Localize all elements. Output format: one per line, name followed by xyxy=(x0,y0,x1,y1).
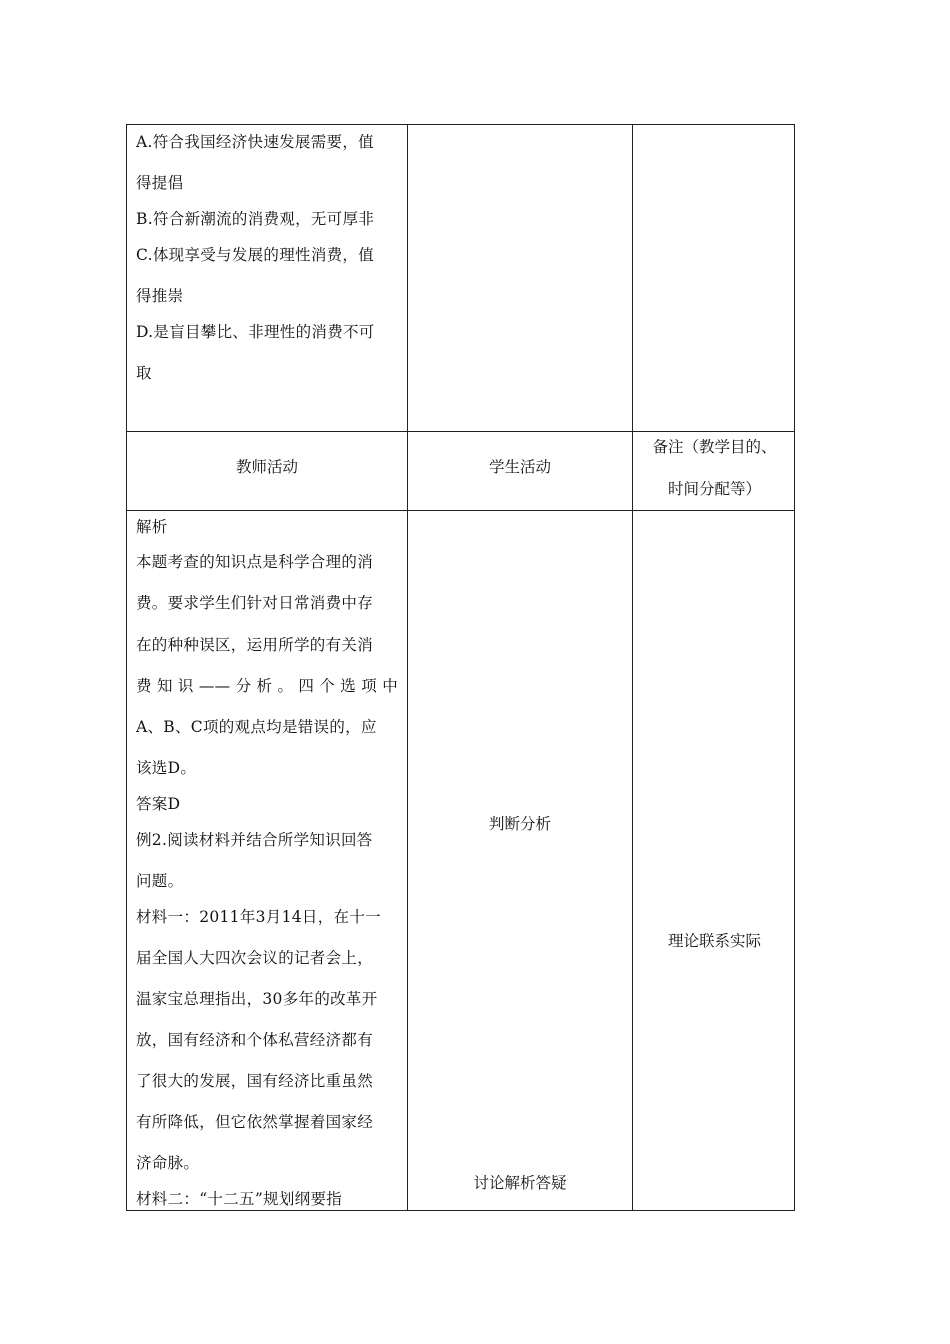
teacher-line: A、B、C项的观点均是错误的，应 xyxy=(136,718,377,736)
option-line: B.符合新潮流的消费观，无可厚非 xyxy=(136,210,375,228)
teacher-line: 了很大的发展，国有经济比重虽然 xyxy=(136,1072,374,1090)
student-activity-discuss: 讨论解析答疑 xyxy=(473,1174,567,1192)
teacher-line: 有所降低，但它依然掌握着国家经 xyxy=(136,1113,374,1131)
option-line: A.符合我国经济快速发展需要，值 xyxy=(136,133,374,151)
teacher-line: 费知识——分析。四个选项中 xyxy=(136,677,398,695)
option-line: 得推崇 xyxy=(136,287,184,305)
teacher-line: 放，国有经济和个体私营经济都有 xyxy=(136,1031,374,1049)
option-line: 得提倡 xyxy=(136,174,184,192)
option-line: D.是盲目攀比、非理性的消费不可 xyxy=(136,323,375,341)
column-divider-1 xyxy=(407,125,408,1210)
option-line: 取 xyxy=(136,364,152,382)
header-notes-line1: 备注（教学目的、 xyxy=(652,438,777,456)
row-divider-1 xyxy=(127,431,794,432)
teacher-line: 济命脉。 xyxy=(136,1154,200,1172)
teacher-line: 在的种种误区，运用所学的有关消 xyxy=(136,636,374,654)
teacher-line: 答案D xyxy=(136,795,181,813)
column-divider-2 xyxy=(632,125,633,1210)
teacher-line: 材料二：“十二五”规划纲要指 xyxy=(136,1190,343,1208)
teacher-line: 该选D。 xyxy=(136,759,197,777)
student-activity-judge: 判断分析 xyxy=(488,815,551,833)
teacher-line: 例2.阅读材料并结合所学知识回答 xyxy=(136,831,373,849)
header-notes-line2: 时间分配等） xyxy=(667,480,761,498)
row-divider-2 xyxy=(127,510,794,511)
teacher-line: 费。要求学生们针对日常消费中存 xyxy=(136,594,374,612)
option-line: C.体现享受与发展的理性消费，值 xyxy=(136,246,375,264)
notes-theory-practice: 理论联系实际 xyxy=(667,932,761,950)
teacher-line: 问题。 xyxy=(136,872,184,890)
teacher-line: 材料一：2011年3月14日，在十一 xyxy=(136,908,381,926)
header-teacher-activity: 教师活动 xyxy=(235,458,298,476)
teacher-line: 解析 xyxy=(136,518,168,536)
header-student-activity: 学生活动 xyxy=(488,458,551,476)
teacher-line: 本题考查的知识点是科学合理的消 xyxy=(136,553,374,571)
teacher-line: 温家宝总理指出，30多年的改革开 xyxy=(136,990,378,1008)
teacher-line: 届全国人大四次会议的记者会上， xyxy=(136,949,374,967)
lesson-plan-table xyxy=(126,124,795,1211)
